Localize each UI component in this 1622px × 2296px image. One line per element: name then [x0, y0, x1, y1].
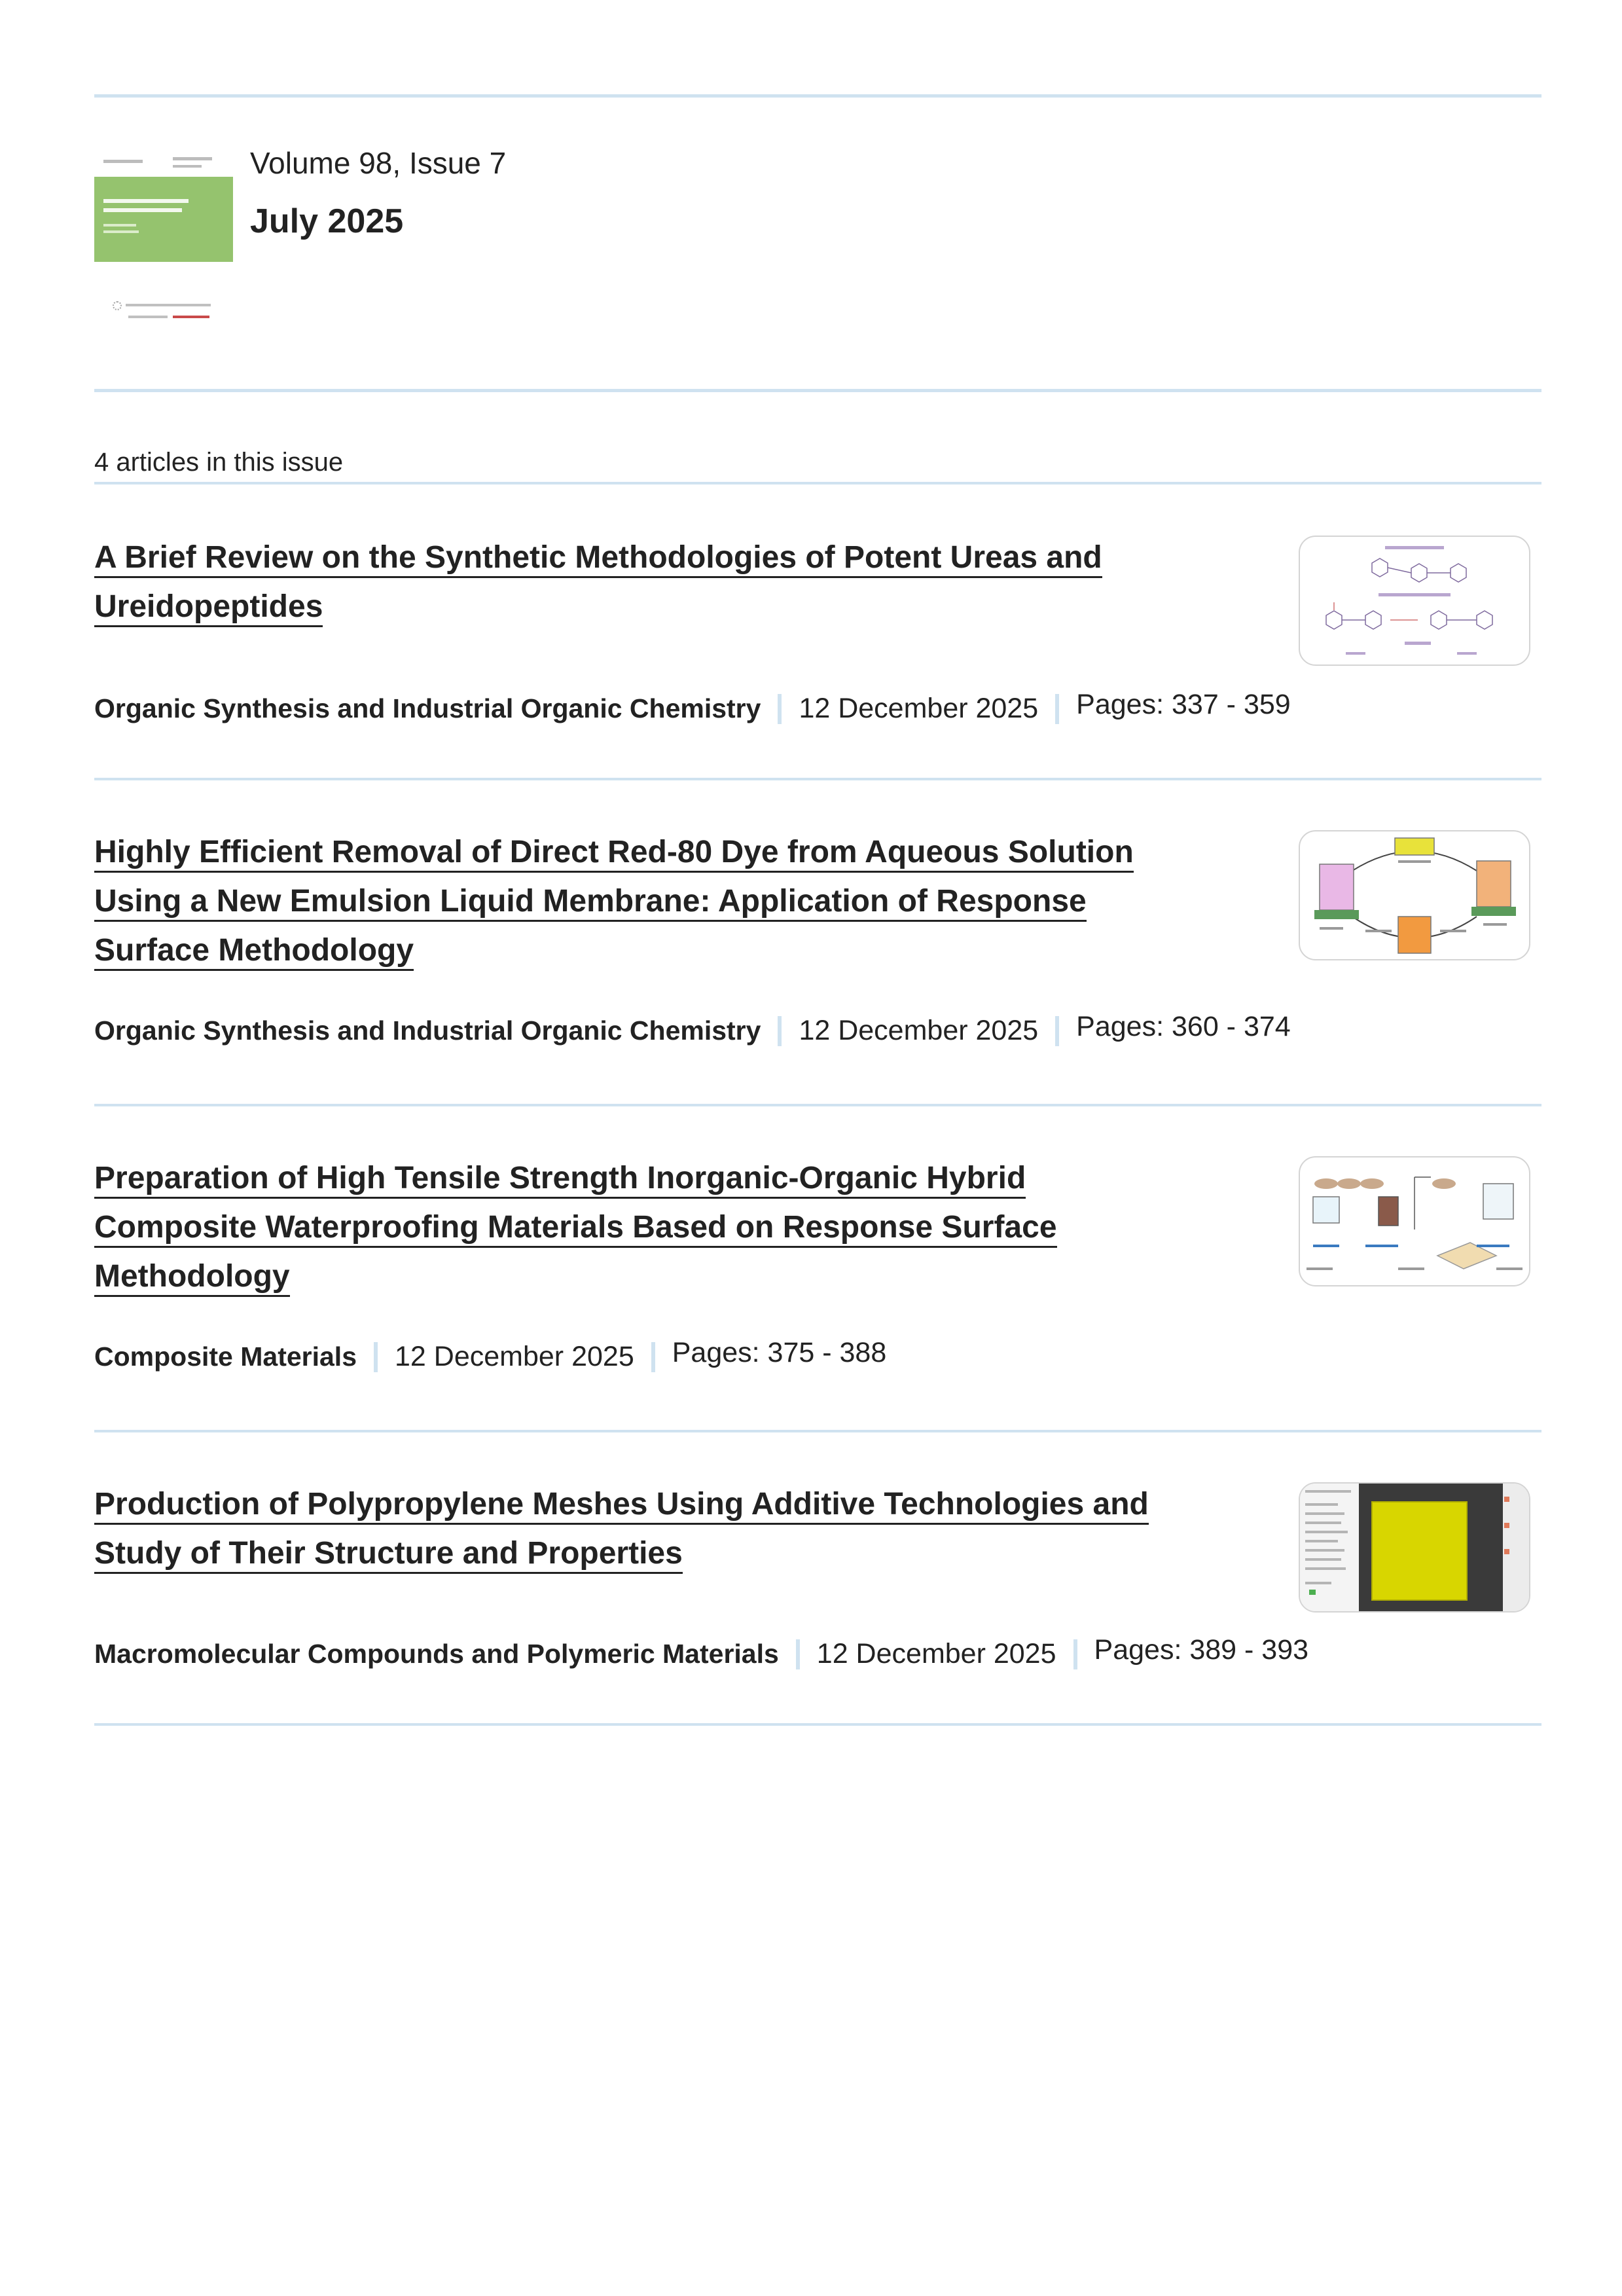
meta-separator	[374, 1342, 378, 1372]
article-title-line[interactable]: Surface Methodology	[94, 933, 414, 971]
article-title-line[interactable]: Composite Waterproofing Materials Based on Response Surface	[94, 1210, 1057, 1248]
meta-separator	[1055, 1016, 1059, 1046]
article-title-line[interactable]: Highly Efficient Removal of Direct Red-80 Dye from Aqueous Solution	[94, 835, 1134, 873]
article-date: 12 December 2025	[799, 693, 1039, 724]
article-meta	[94, 1337, 887, 1373]
article-thumbnail[interactable]	[1299, 830, 1530, 960]
article-category: Organic Synthesis and Industrial Organic Chemistry	[94, 693, 761, 723]
article-thumbnail[interactable]	[1299, 1156, 1530, 1286]
list-top-divider	[94, 482, 1541, 484]
top-divider	[94, 94, 1541, 98]
meta-separator	[778, 1016, 782, 1046]
article-divider	[94, 1430, 1541, 1432]
article-title[interactable]	[94, 1154, 1057, 1301]
meta-separator	[778, 694, 782, 724]
article-date: 12 December 2025	[816, 1638, 1056, 1669]
article-category: Macromolecular Compounds and Polymeric Materials	[94, 1639, 779, 1669]
article-divider	[94, 1104, 1541, 1106]
article-pages: Pages: 360 - 374	[1076, 1011, 1291, 1042]
article-meta	[94, 689, 1291, 725]
header-divider	[94, 389, 1541, 392]
article-title[interactable]	[94, 1480, 1149, 1578]
meta-separator	[796, 1639, 800, 1669]
article-divider	[94, 778, 1541, 780]
meta-separator	[1073, 1639, 1077, 1669]
article-title-line[interactable]: Ureidopeptides	[94, 589, 323, 627]
article-pages: Pages: 375 - 388	[672, 1337, 887, 1368]
article-thumbnail[interactable]	[1299, 536, 1530, 666]
article-title-line[interactable]: Methodology	[94, 1259, 290, 1297]
issue-volume: Volume 98, Issue 7	[250, 146, 507, 180]
meta-separator	[1055, 694, 1059, 724]
article-pages: Pages: 389 - 393	[1094, 1634, 1309, 1666]
article-title-line[interactable]: Production of Polypropylene Meshes Using Additive Technologies and	[94, 1487, 1149, 1525]
article-count: 4 articles in this issue	[94, 448, 344, 477]
article-date: 12 December 2025	[799, 1015, 1039, 1046]
article-category: Organic Synthesis and Industrial Organic Chemistry	[94, 1015, 761, 1046]
article-pages: Pages: 337 - 359	[1076, 689, 1291, 720]
article-thumbnail[interactable]	[1299, 1482, 1530, 1613]
article-title[interactable]	[94, 533, 1102, 631]
article-title[interactable]	[94, 828, 1134, 975]
article-title-line[interactable]: Study of Their Structure and Properties	[94, 1536, 683, 1574]
article-meta	[94, 1634, 1309, 1670]
article-category: Composite Materials	[94, 1341, 357, 1372]
issue-date: July 2025	[250, 202, 404, 240]
article-meta	[94, 1011, 1291, 1047]
article-title-line[interactable]: Preparation of High Tensile Strength Inorganic-Organic Hybrid	[94, 1161, 1026, 1199]
meta-separator	[651, 1342, 655, 1372]
article-title-line[interactable]: A Brief Review on the Synthetic Methodologies of Potent Ureas and	[94, 540, 1102, 578]
article-date: 12 December 2025	[395, 1341, 634, 1372]
article-title-line[interactable]: Using a New Emulsion Liquid Membrane: Application of Response	[94, 884, 1087, 922]
bottom-divider	[94, 1723, 1541, 1726]
journal-cover-image[interactable]	[94, 151, 233, 331]
